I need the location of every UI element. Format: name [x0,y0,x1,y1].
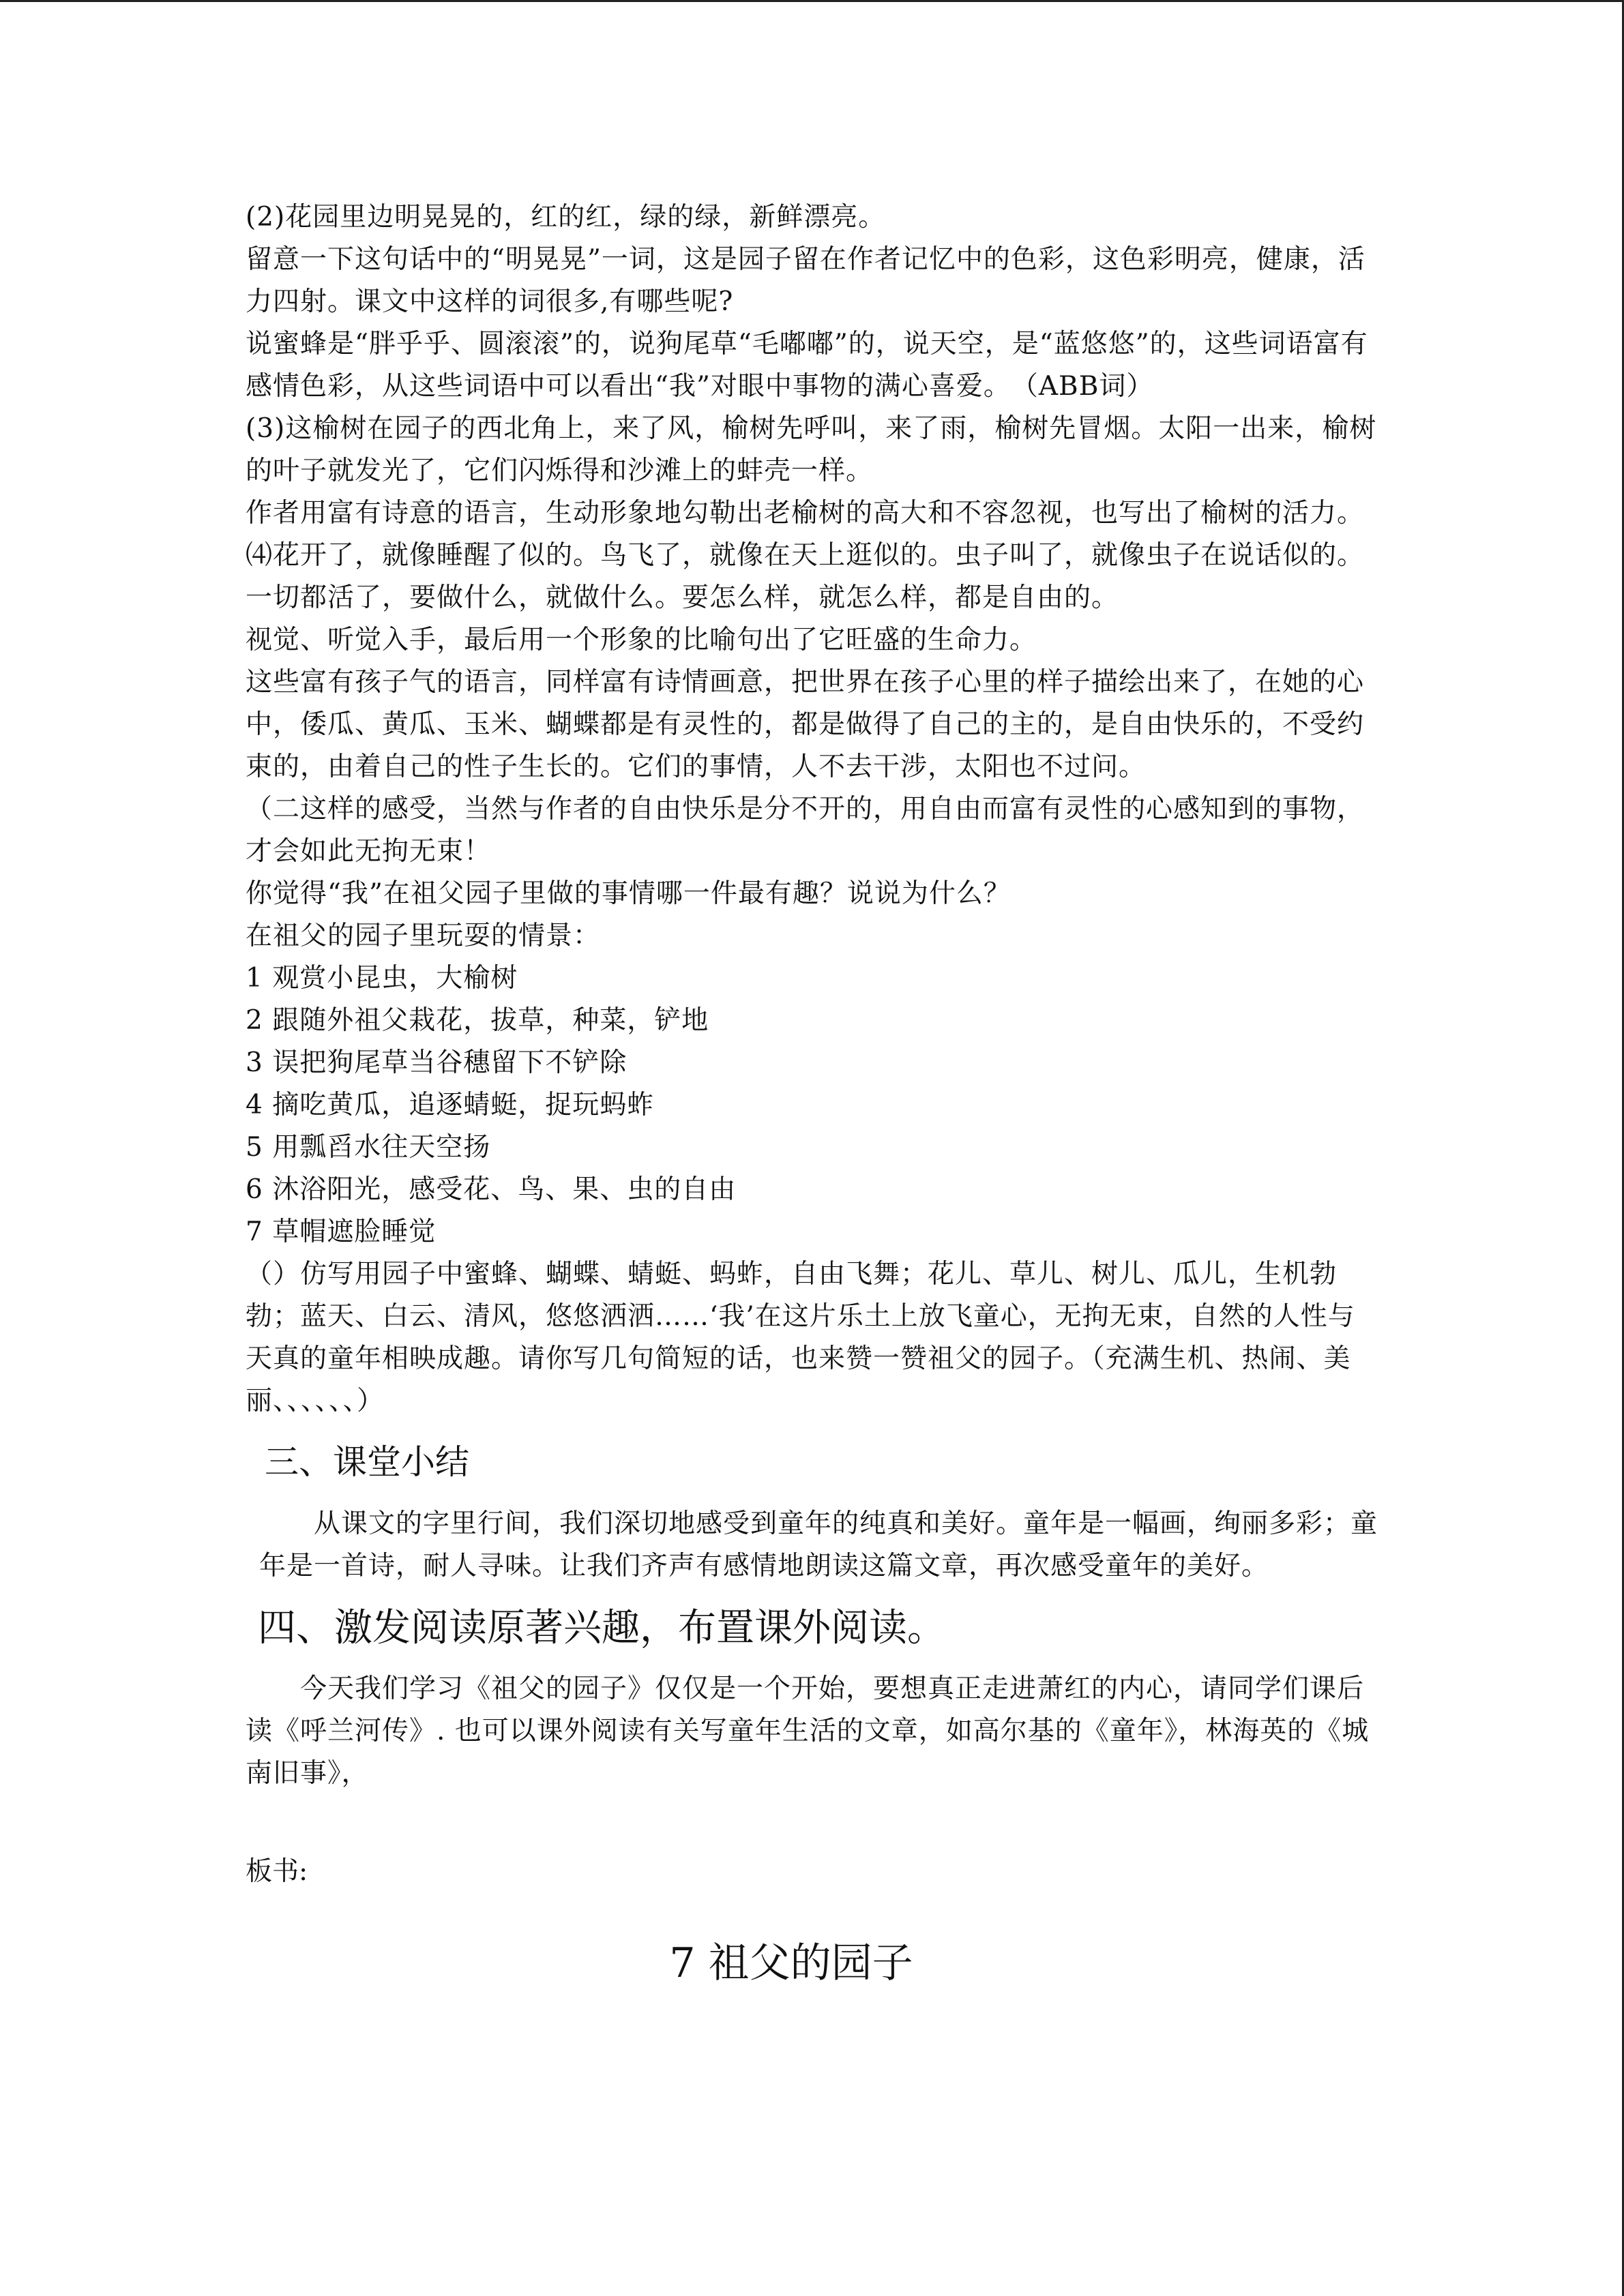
list-item: 3 误把狗尾草当谷穗留下不铲除 [246,1047,628,1078]
section-heading-reading: 四、激发阅读原著兴趣，布置课外阅读。 [258,1606,945,1650]
activities-list [246,957,1378,1253]
list-item: 6 沐浴阳光，感受花、鸟、果、虫的自由 [246,1174,737,1205]
paragraph-analysis-bright: 留意一下这句话中的“明晃晃”一词，这是园子留在作者记忆中的色彩，这色彩明亮，健康，活力四射。课文中这样的词很多,有哪些呢? [246,244,1365,317]
paragraph-sentence-4: ⑷花开了，就像睡醒了似的。鸟飞了，就像在天上逛似的。虫子叫了，就像虫子在说话似的。一切都活了，要做什么，就做什么。要怎么样，就怎么样，都是自由的。 [246,540,1365,613]
paragraph-imitation-writing: （）仿写用园子中蜜蜂、蝴蝶、蜻蜓、蚂蚱，自由飞舞；花儿、草儿、树儿、瓜儿，生机勃勃；蓝天、白云、清风，悠悠洒洒……‘我’在这片乐土上放飞童心，无拘无束，自然的人性与天真的童年相映成趣。请你写几句简短的话，也来赞一赞祖父的园子。（充满生机、热闹、美丽、、、、、、） [246,1259,1355,1416]
question-most-interesting: 你觉得“我”在祖父园子里做的事情哪一件最有趣？说说为什么？ [246,878,1011,909]
paragraph-childlike-language: 这些富有孩子气的语言，同样富有诗情画意，把世界在孩子心里的样子描绘出来了，在她的心中，倭瓜、黄瓜、玉米、蝴蝶都是有灵性的，都是做得了自己的主的，是自由快乐的，不受约束的，由着自己的性子生长的。它们的事情，人不去干涉，太阳也不过问。 [246,667,1365,782]
paragraph-analysis-senses: 视觉、听觉入手，最后用一个形象的比喻句出了它旺盛的生命力。 [246,625,1037,655]
activities-intro: 在祖父的园子里玩耍的情景： [246,921,601,951]
paragraph-freedom: （二这样的感受，当然与作者的自由快乐是分不开的，用自由而富有灵性的心感知到的事物，才会如此无拘无束！ [246,794,1365,867]
paragraph-sentence-2: (2)花园里边明晃晃的，红的红，绿的绿，新鲜漂亮。 [246,202,886,233]
list-item: 2 跟随外祖父栽花，拔草，种菜，铲地 [246,1005,709,1036]
blackboard-title: 7 祖父的园子 [669,1939,913,1987]
paragraph-sentence-3: (3)这榆树在园子的西北角上，来了风，榆树先呼叫，来了雨，榆树先冒烟。太阳一出来，榆树的叶子就发光了，它们闪烁得和沙滩上的蚌壳一样。 [246,413,1377,486]
document-page [246,196,1378,1994]
paragraph-summary: 从课文的字里行间，我们深切地感受到童年的纯真和美好。童年是一幅画，绚丽多彩；童年是一首诗，耐人寻味。让我们齐声有感情地朗读这篇文章，再次感受童年的美好。 [259,1508,1378,1581]
list-item: 4 摘吃黄瓜，追逐蜻蜓，捉玩蚂蚱 [246,1090,655,1120]
list-item: 7 草帽遮脸睡觉 [246,1217,437,1247]
page-top-border [0,0,1624,2]
paragraph-analysis-elm: 作者用富有诗意的语言，生动形象地勾勒出老榆树的高大和不容忽视，也写出了榆树的活力。 [246,498,1365,528]
section-heading-summary: 三、课堂小结 [265,1442,469,1482]
list-item: 1 观赏小昆虫，大榆树 [246,963,518,994]
paragraph-reading-assignment: 今天我们学习《祖父的园子》仅仅是一个开始，要想真正走进萧红的内心，请同学们课后读《呼兰河传》. 也可以课外阅读有关写童年生活的文章，如高尔基的《童年》，林海英的《城南旧事》， [246,1673,1370,1789]
list-item: 5 用瓢舀水往天空扬 [246,1132,491,1163]
blackboard-label: 板书: [246,1856,308,1887]
paragraph-abb-words: 说蜜蜂是“胖乎乎、圆滚滚”的，说狗尾草“毛嘟嘟”的，说天空，是“蓝悠悠”的，这些词语富有感情色彩，从这些词语中可以看出“我”对眼中事物的满心喜爱。 （ABB词） [246,329,1368,402]
